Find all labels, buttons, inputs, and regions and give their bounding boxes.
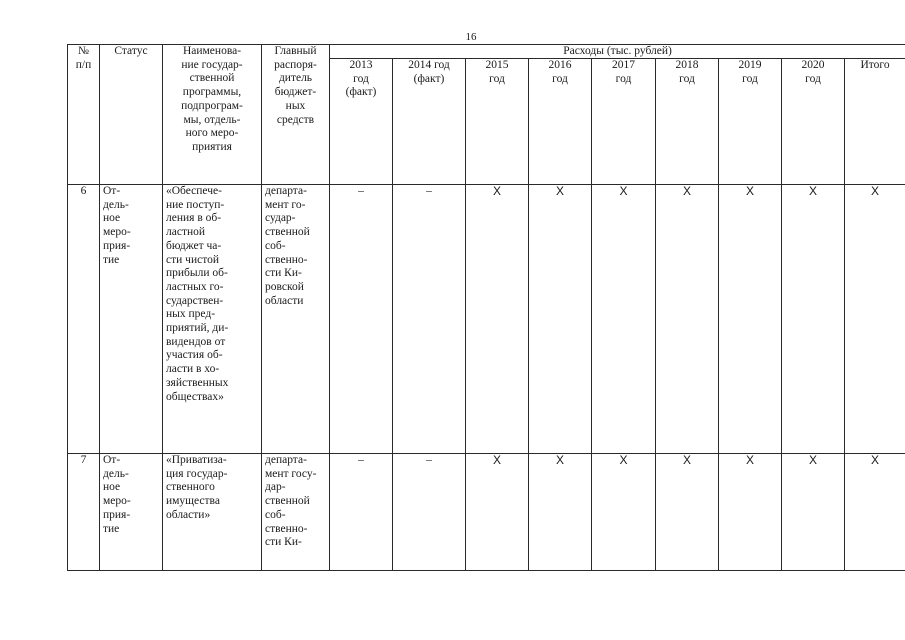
header-budget-manager: Главный распоря- дитель бюджет- ных средств	[262, 45, 330, 185]
header-program-name: Наименова- ние государ- ственной программы, подпрограм- мы, отдель- ного меро- приятия	[163, 45, 262, 185]
row-value-2019: Х	[719, 185, 782, 454]
table-row	[68, 454, 905, 571]
row-value-2017: Х	[592, 185, 656, 454]
expenses-table	[67, 44, 905, 571]
header-total: Итого	[845, 59, 905, 185]
header-year-2015: 2015 год	[466, 59, 529, 185]
header-expenses-group: Расходы (тыс. рублей)	[330, 45, 905, 59]
row-value-2020: Х	[782, 454, 845, 571]
row-value-2015: Х	[466, 454, 529, 571]
row-value-2016: Х	[529, 454, 592, 571]
row-status: От- дель- ное меро- прия- тие	[100, 185, 163, 454]
row-value-2013: –	[330, 185, 393, 454]
row-value-2013: –	[330, 454, 393, 571]
row-num: 7	[68, 454, 100, 571]
header-status: Статус	[100, 45, 163, 185]
row-program-name: «Обеспече- ние поступ- ления в об- ластной бюджет ча- сти чистой прибыли об- ластных го- сударствен- ных пред- приятий, ди- видендов от участия об- ласти в хо- зяйственных обществах»	[163, 185, 262, 454]
row-value-2015: Х	[466, 185, 529, 454]
row-value-2014: –	[393, 185, 466, 454]
row-value-2018: Х	[656, 185, 719, 454]
header-year-2020: 2020 год	[782, 59, 845, 185]
row-value-2014: –	[393, 454, 466, 571]
row-value-total: Х	[845, 454, 905, 571]
row-budget-manager: департа- мент госу- дар- ственной соб- ственно- сти Ки-	[262, 454, 330, 571]
header-year-2016: 2016 год	[529, 59, 592, 185]
page-number: 16	[465, 31, 477, 43]
header-year-2017: 2017 год	[592, 59, 656, 185]
row-value-2019: Х	[719, 454, 782, 571]
row-value-total: Х	[845, 185, 905, 454]
row-program-name: «Приватиза- ция государ- ственного имущества области»	[163, 454, 262, 571]
table-row	[68, 185, 905, 454]
row-value-2018: Х	[656, 454, 719, 571]
row-budget-manager: департа- мент го- судар- ственной соб- ственно- сти Ки- ровской области	[262, 185, 330, 454]
row-num: 6	[68, 185, 100, 454]
row-value-2016: Х	[529, 185, 592, 454]
header-year-2014: 2014 год (факт)	[393, 59, 466, 185]
header-year-2013: 2013 год (факт)	[330, 59, 393, 185]
row-value-2020: Х	[782, 185, 845, 454]
table-header-row	[68, 45, 905, 59]
header-year-2019: 2019 год	[719, 59, 782, 185]
row-value-2017: Х	[592, 454, 656, 571]
header-num: № п/п	[68, 45, 100, 185]
row-status: От- дель- ное меро- прия- тие	[100, 454, 163, 571]
header-year-2018: 2018 год	[656, 59, 719, 185]
